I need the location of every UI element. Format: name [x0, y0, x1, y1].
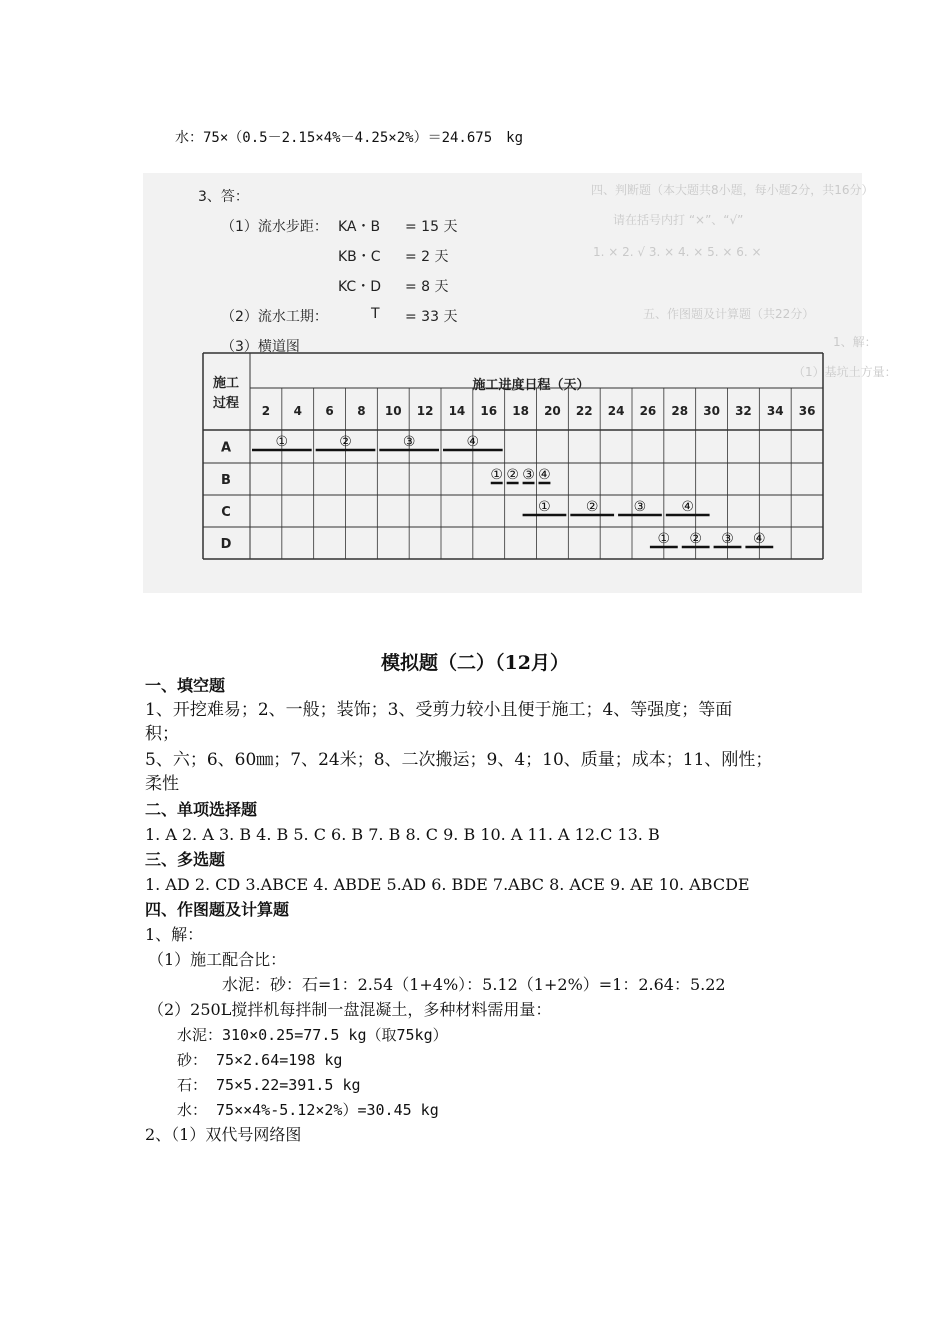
day-label: 2	[261, 404, 271, 418]
bleed-through-text: 请在括号内打 “×”、“√”	[613, 213, 744, 227]
bleed-through-text: 四、判断题（本大题共8小题，每小题2分，共16分）	[591, 183, 874, 197]
gantt-bar-label: ①	[657, 531, 671, 547]
row-header-top: 施工	[212, 376, 240, 391]
gantt-bars	[252, 434, 773, 547]
k-ab-value: = 15 天	[405, 219, 458, 235]
day-label: 22	[575, 404, 593, 418]
bleed-through-text: （1）基坑土方量：	[793, 365, 897, 379]
day-label: 36	[798, 404, 816, 418]
gantt-bar-label: ④	[681, 499, 694, 515]
bleed-through-text: 五、作图题及计算题（共22分）	[643, 307, 815, 321]
fill-answers-line2-cont: 柔性	[145, 774, 179, 794]
day-label: 12	[416, 404, 434, 418]
answer-heading: 3、答：	[198, 189, 249, 205]
day-label: 14	[448, 404, 466, 418]
bleed-through-text: 1. × 2. √ 3. × 4. × 5. × 6. ×	[593, 245, 762, 259]
water-calc-top: 水：75×（0.5－2.15×4%－4.25×2%）＝24.675 kg	[175, 130, 524, 146]
day-label: 6	[325, 404, 334, 418]
span-header: 施工进度日程（天）	[472, 378, 590, 393]
cement-amount: 水泥：310×0.25=77.5 kg（取75kg）	[177, 1026, 448, 1044]
day-label: 32	[735, 404, 752, 418]
page-title: 模拟题（二）（12月）	[381, 652, 569, 674]
row-label: D	[220, 537, 232, 552]
day-label: 34	[766, 404, 784, 418]
section-drawing-calc: 四、作图题及计算题	[145, 900, 290, 919]
scanned-answer-image	[143, 173, 897, 593]
day-label: 8	[357, 404, 366, 418]
bleed-through-text: 1、解：	[833, 335, 877, 349]
k-cd-name: KC・D	[338, 279, 381, 295]
section-multi-choice: 三、多选题	[145, 850, 226, 869]
day-label: 20	[544, 404, 561, 418]
step-label-2: （2）流水工期：	[221, 309, 328, 325]
row-labels	[221, 441, 232, 553]
gantt-bar-label: ①	[275, 434, 289, 450]
section-fill-blank: 一、填空题	[145, 676, 226, 695]
single-choice-answers: 1. A 2. A 3. B 4. B 5. C 6. B 7. B 8. C 9. B 10. A 11. A 12.C 13. B	[145, 825, 660, 844]
day-label: 24	[607, 404, 625, 418]
gantt-chart	[143, 173, 862, 593]
day-label: 16	[480, 404, 498, 418]
day-label: 4	[293, 404, 302, 418]
gantt-bar-label: ③	[633, 499, 647, 515]
k-cd-value: = 8 天	[405, 279, 449, 295]
gantt-bar-label: ③	[402, 434, 416, 450]
part-2-label: （2）250L搅拌机每拌制一盘混凝土，多种材料需用量：	[148, 1000, 552, 1019]
t-value: = 33 天	[405, 309, 458, 325]
day-label: 28	[671, 404, 689, 418]
gantt-bar-label: ②	[339, 434, 352, 450]
gantt-bar-label: ④	[753, 531, 766, 547]
gantt-bar-label: ④	[538, 467, 551, 483]
fill-answers-line1-cont: 积；	[145, 724, 179, 744]
gantt-bar-label: ②	[689, 531, 702, 547]
answer-2: 2、（1）双代号网络图	[145, 1125, 302, 1144]
water-amount: 水： 75××4%-5.12×2%）=30.45 kg	[177, 1101, 439, 1119]
k-bc-name: KB・C	[338, 249, 381, 265]
k-ab-name: KA・B	[338, 219, 381, 235]
day-labels	[262, 404, 816, 418]
stone-amount: 石： 75×5.22=391.5 kg	[177, 1076, 361, 1094]
mix-ratio: 水泥：砂：石=1：2.54（1+4%）：5.12（1+2%）=1：2.64：5.22	[222, 975, 726, 994]
row-label: A	[220, 440, 232, 456]
row-label: C	[221, 505, 231, 520]
row-label: B	[221, 473, 231, 488]
k-bc-value: = 2 天	[405, 249, 449, 265]
row-header-bottom: 过程	[212, 396, 240, 411]
day-label: 18	[512, 404, 529, 418]
fill-answers-line2: 5、六；6、60㎜；7、24米；8、二次搬运；9、4；10、质量；成本；11、刚性；	[145, 750, 773, 770]
day-label: 10	[384, 404, 402, 418]
t-name: T	[371, 306, 380, 322]
step-label-3: （3）横道图	[221, 339, 300, 355]
multi-choice-answers: 1. AD 2. CD 3.ABCE 4. ABDE 5.AD 6. BDE 7.ABC 8. ACE 9. AE 10. ABCDE	[145, 875, 750, 894]
day-label: 30	[703, 404, 720, 418]
gantt-bar-label: ②	[506, 467, 519, 483]
day-label: 26	[639, 404, 657, 418]
gantt-bar-label: ④	[466, 434, 480, 450]
part-1-label: （1）施工配合比：	[148, 950, 287, 969]
sand-amount: 砂： 75×2.64=198 kg	[177, 1051, 343, 1069]
gantt-bar-label: ①	[490, 467, 503, 483]
gantt-bar-label: ③	[721, 531, 734, 547]
gantt-bar-label: ②	[585, 499, 599, 515]
gantt-bar-label: ③	[522, 467, 535, 483]
answer-1: 1、解：	[145, 925, 204, 944]
section-single-choice: 二、单项选择题	[145, 800, 258, 819]
fill-answers-line1: 1、开挖难易；2、一般；装饰；3、受剪力较小且便于施工；4、等强度；等面	[145, 700, 733, 720]
step-label-1: （1）流水步距：	[221, 219, 328, 235]
gantt-bar-label: ①	[538, 499, 551, 515]
